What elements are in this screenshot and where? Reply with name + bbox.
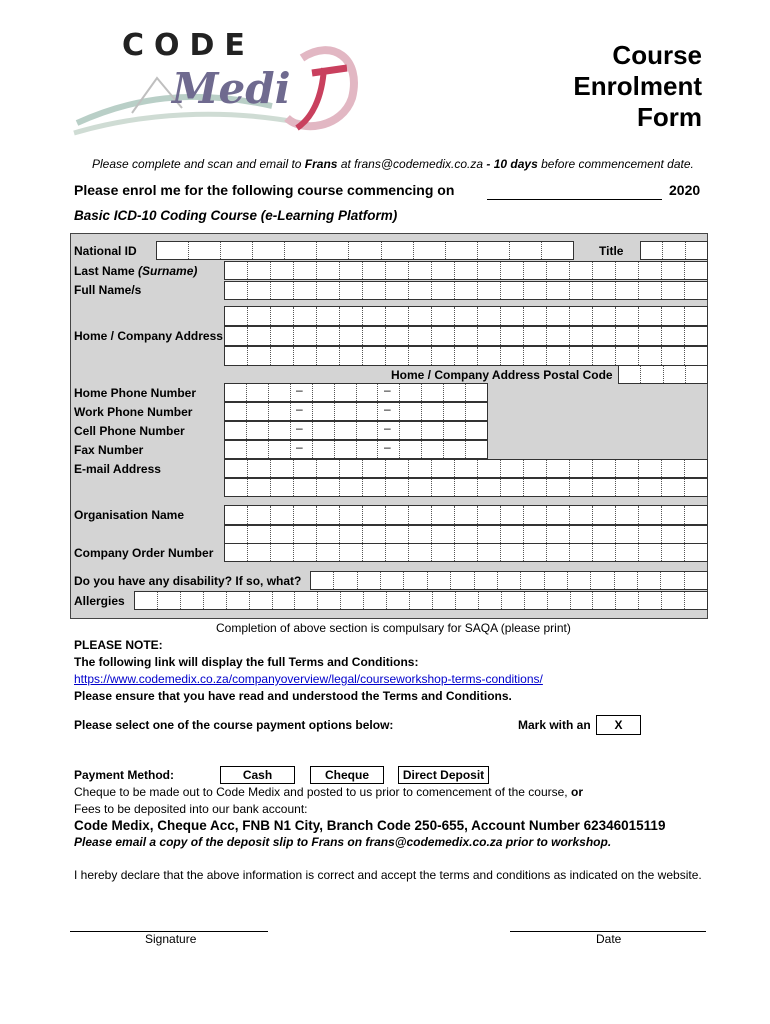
phone-separator: – bbox=[384, 402, 391, 416]
address-line-2-input[interactable] bbox=[224, 326, 708, 346]
phone-separator: – bbox=[296, 421, 303, 435]
address-label: Home / Company Address bbox=[74, 329, 223, 343]
page-title: Course Enrolment Form bbox=[573, 40, 702, 132]
direct-deposit-option[interactable]: Direct Deposit bbox=[398, 766, 489, 784]
logo-code-text: CODE bbox=[122, 28, 255, 63]
organisation-label: Organisation Name bbox=[74, 508, 185, 522]
cheque-instructions: Cheque to be made out to Code Medix and posted to us prior to comencement of the course, or bbox=[74, 785, 583, 799]
allergies-label: Allergies bbox=[74, 594, 125, 608]
title-input[interactable] bbox=[640, 241, 708, 260]
organisation-line-2-input[interactable] bbox=[224, 525, 708, 544]
home-phone-input[interactable] bbox=[224, 383, 488, 402]
ensure-note: Please ensure that you have read and understood the Terms and Conditions. bbox=[74, 689, 512, 703]
enrol-text: Please enrol me for the following course commencing on bbox=[74, 182, 455, 198]
last-name-input[interactable] bbox=[224, 261, 708, 280]
email-line-2-input[interactable] bbox=[224, 478, 708, 497]
order-number-label: Company Order Number bbox=[74, 546, 214, 560]
course-name: Basic ICD-10 Coding Course (e-Learning Platform) bbox=[74, 208, 398, 223]
payment-select-text: Please select one of the course payment options below: bbox=[74, 718, 394, 732]
link-intro: The following link will display the full Terms and Conditions: bbox=[74, 655, 419, 669]
logo-medi-text: Medi bbox=[172, 64, 291, 113]
please-note-heading: PLEASE NOTE: bbox=[74, 638, 163, 652]
address-line-3-input[interactable] bbox=[224, 346, 708, 366]
declaration-text: I hereby declare that the above information is correct and accept the terms and conditions as indicated on the website. bbox=[74, 868, 702, 882]
fees-text: Fees to be deposited into our bank account: bbox=[74, 802, 308, 816]
cheque-option[interactable]: Cheque bbox=[310, 766, 384, 784]
title-label: Title bbox=[599, 244, 624, 258]
disability-label: Do you have any disability? If so, what? bbox=[74, 574, 302, 588]
enrol-year: 2020 bbox=[669, 182, 701, 198]
commencing-date-line[interactable] bbox=[487, 199, 662, 200]
email-line-1-input[interactable] bbox=[224, 459, 708, 478]
national-id-label: National ID bbox=[74, 244, 137, 258]
phone-separator: – bbox=[296, 440, 303, 454]
postal-code-label: Home / Company Address Postal Code bbox=[391, 368, 613, 382]
email-label: E-mail Address bbox=[74, 462, 161, 476]
bank-details: Code Medix, Cheque Acc, FNB N1 City, Branch Code 250-655, Account Number 62346015119 bbox=[74, 818, 666, 833]
cell-phone-label: Cell Phone Number bbox=[74, 424, 185, 438]
phone-separator: – bbox=[384, 421, 391, 435]
disability-input[interactable] bbox=[310, 571, 708, 590]
logo bbox=[72, 28, 372, 148]
address-line-1-input[interactable] bbox=[224, 306, 708, 326]
mark-with-label: Mark with an bbox=[518, 718, 591, 732]
postal-code-input[interactable] bbox=[618, 365, 708, 384]
mark-x-example: X bbox=[596, 715, 641, 735]
phone-separator: – bbox=[296, 383, 303, 397]
full-names-input[interactable] bbox=[224, 281, 708, 300]
instruction-text: Please complete and scan and email to Frans at frans@codemedix.co.za - 10 days before commencement date. bbox=[92, 157, 694, 171]
work-phone-input[interactable] bbox=[224, 402, 488, 421]
email-deposit-note: Please email a copy of the deposit slip to Frans on frans@codemedix.co.za prior to workshop. bbox=[74, 835, 612, 849]
phone-separator: – bbox=[384, 440, 391, 454]
compulsory-note: Completion of above section is compulsary for SAQA (please print) bbox=[216, 621, 571, 635]
date-label: Date bbox=[596, 932, 622, 946]
signature-label: Signature bbox=[145, 932, 197, 946]
terms-link[interactable]: https://www.codemedix.co.za/companyoverview/legal/courseworkshop-terms-conditions/ bbox=[74, 672, 543, 686]
allergies-input[interactable] bbox=[134, 591, 708, 610]
cash-option[interactable]: Cash bbox=[220, 766, 295, 784]
national-id-input[interactable] bbox=[156, 241, 574, 260]
phone-separator: – bbox=[296, 402, 303, 416]
fax-input[interactable] bbox=[224, 440, 488, 459]
fax-label: Fax Number bbox=[74, 443, 144, 457]
home-phone-label: Home Phone Number bbox=[74, 386, 197, 400]
cell-phone-input[interactable] bbox=[224, 421, 488, 440]
work-phone-label: Work Phone Number bbox=[74, 405, 193, 419]
phone-separator: – bbox=[384, 383, 391, 397]
payment-method-label: Payment Method: bbox=[74, 768, 175, 782]
order-number-input[interactable] bbox=[224, 543, 708, 562]
organisation-line-1-input[interactable] bbox=[224, 505, 708, 525]
full-names-label: Full Name/s bbox=[74, 283, 142, 297]
last-name-label: Last Name (Surname) bbox=[74, 264, 198, 278]
